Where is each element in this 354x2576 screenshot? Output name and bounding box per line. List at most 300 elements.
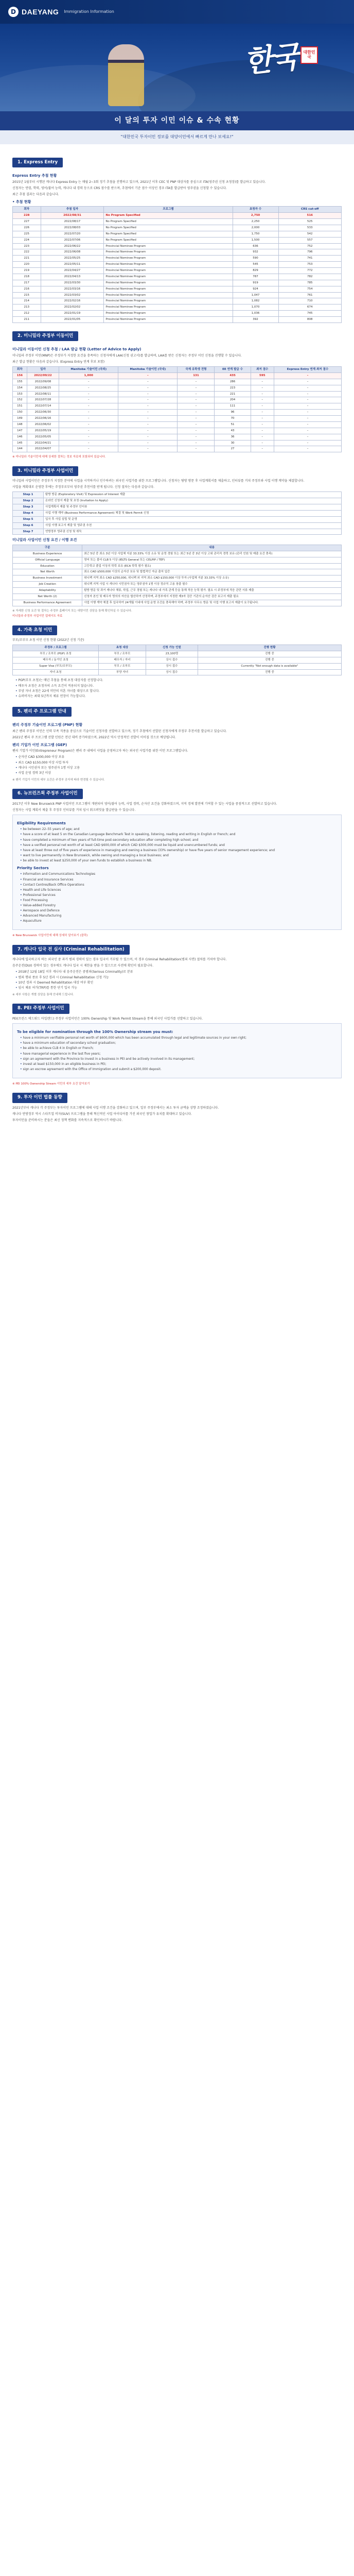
table-header-cell: 초청 대상 (99, 645, 146, 651)
table-cell: – (274, 379, 341, 385)
table-cell: 부모 / 조부모 (99, 663, 146, 669)
table-cell: Job Creation (13, 582, 82, 588)
table-cell: Provincial Nominee Program (104, 256, 233, 262)
list-item: • want to live permanently in New Brunswick, while owning and managing a local business; and (20, 854, 337, 858)
section-note: ※ 펜리 기업가 이민의 세부 요건은 주정부 공지에 따라 변경될 수 있습니다. (12, 778, 105, 782)
table-cell: 590 (233, 256, 278, 262)
table-row (13, 575, 342, 582)
section-subtitle: 미니밀라 사업이민 신청 요건 / 이행 조건 (12, 538, 77, 543)
table-cell: 216 (13, 286, 41, 292)
table-header-cell: 내용 (82, 545, 342, 551)
section-note: ※ 세부 사항은 개별 상담을 통해 안내해 드립니다. (12, 993, 74, 996)
table-cell: Net Worth (2) (13, 594, 82, 600)
table-cell: – (118, 379, 178, 385)
table-cell: Provincial Nominee Program (104, 243, 233, 249)
table-cell: – (251, 428, 274, 434)
pei-eligibility-box (12, 1023, 342, 1078)
table-header-cell: Manitoba 기술이민 (국외) (59, 367, 118, 373)
table-cell: 525 (278, 219, 341, 225)
paragraph: 신청자는 연령, 학력, 영어/불어 능력, 캐나다 내 경력 등으로 CRS 점수를 받으며, 추첨에서 기준 점수 이상인 경우 ITA를 발급받아 영주권을 신청할 수 있습니다. (12, 186, 227, 190)
table-cell: – (178, 410, 215, 416)
table-cell: 1,070 (233, 304, 278, 311)
table-cell: 23,100명 (146, 651, 198, 657)
table-cell: 96 (215, 410, 251, 416)
logo-sub: Immigration Information (64, 9, 114, 14)
table-cell: 787 (233, 274, 278, 280)
newsletter-title: 이 달의 투자 이민 이슈 & 수속 현황 (0, 111, 354, 130)
table-cell: 221 (215, 391, 251, 397)
list-item: • have a score of at least 5 on the Canadian Language Benchmark Test in speaking, listening, reading and writing in English or French; and (20, 833, 337, 837)
table-cell: 2022/03/30 (41, 280, 104, 286)
table-cell: 516 (278, 213, 341, 219)
table-cell: 진행 중 (198, 669, 341, 675)
list-item: • 2018년 12월 18일 이후 캐나다 내 음주운전은 중범죄(Serious Criminality)로 분류 (15, 970, 342, 974)
logo-text: DAEYANG (22, 7, 59, 16)
table-header-row (13, 645, 342, 651)
table-header-cell: 신청 가능 인원 (146, 645, 198, 651)
table-header-cell: 일자 (27, 367, 59, 373)
table-cell: 연방정부 영주권 신청 및 취득 (44, 529, 342, 535)
table-cell: 147 (13, 428, 27, 434)
table-cell: 2,000 (233, 225, 278, 231)
table-cell: 829 (233, 268, 278, 274)
table-cell: 위니펙 지역 최소 CAD $250,000, 위니펙 외 지역 최소 CAD $150,000 이상 투자 (사업체 지분 33.33% 이상 소유) (82, 575, 342, 582)
table-row (13, 391, 342, 397)
table-cell: – (178, 421, 215, 428)
table-row (13, 651, 342, 657)
list-item: • Advanced Manufacturing (20, 914, 337, 918)
table-cell: 219 (13, 268, 41, 274)
list-item: • 캐나다 시민권자 또는 영주권자 1명 이상 고용 (15, 766, 342, 770)
table-cell: Education (13, 563, 82, 569)
table-cell: – (274, 416, 341, 422)
table-header-cell: 국제 유학생 전형 (178, 367, 215, 373)
table-cell: Super Visa (부모/조부모) (13, 663, 99, 669)
table-header-cell: Manitoba 기술이민 (국내) (118, 367, 178, 373)
list-item: • Information and Communications Technologies (20, 872, 337, 876)
table-cell: No Program Specified (104, 213, 233, 219)
list-item: • be able to invest at least $250,000 of your own funds to establish a business in NB. (20, 859, 337, 863)
logo[interactable] (8, 7, 114, 17)
table-cell: – (118, 446, 178, 452)
list-item: • Aquaculture (20, 919, 337, 923)
table-cell: 227 (13, 219, 41, 225)
list-item: • be able to achieve CLB 4 in English or French; (20, 1046, 337, 1050)
table-cell: 2022/06/08 (41, 249, 104, 256)
table-cell: – (178, 397, 215, 403)
table-cell: 796 (278, 249, 341, 256)
table-cell: 919 (233, 280, 278, 286)
table-cell: – (59, 397, 118, 403)
table-cell: 533 (278, 225, 341, 231)
table-cell: Business Performance Agreement (13, 600, 82, 606)
table-cell: – (178, 416, 215, 422)
table-cell: 144 (13, 446, 27, 452)
table-cell: 2022/04/13 (41, 274, 104, 280)
table-cell: Step 5 (13, 516, 44, 522)
table-cell: 223 (13, 243, 41, 249)
table-cell: 156 (13, 372, 27, 379)
table-cell: 148 (13, 421, 27, 428)
paragraph: 2021년 펜리 주 프로그램 선발 인원은 전년 대비 증가하였으며, 2022년 역시 안정적인 선발이 이어질 것으로 예상됩니다. (12, 735, 176, 739)
table-cell: Provincial Nominee Program (104, 317, 233, 323)
table-header-cell: 초청자 수 (233, 207, 278, 213)
table-cell: – (274, 397, 341, 403)
table-cell: – (178, 446, 215, 452)
table-cell: 542 (278, 231, 341, 237)
paragraph: 사업을 계획대로 운영한 후에는 주정부로부터 영주권 추천서를 받게 됩니다. 신청 절차는 다음과 같습니다. (12, 485, 154, 489)
list-item: • sign an escrow agreement with the Office of Immigration and submit a $200,000 deposit. (20, 1067, 337, 1072)
table-cell: 761 (278, 292, 341, 298)
paragraph: 2017년 이후 New Brunswick PNP 사업이민 프로그램이 개편되어 영어/불어 능력, 사업 경력, 순자산 요건을 강화하였으며, 지역 경제 발전에 기여할 수 있는 사업을 중점적으로 선발하고 있습니다. (12, 802, 277, 806)
table-row (13, 397, 342, 403)
table-cell: – (118, 428, 178, 434)
table-cell: – (251, 385, 274, 391)
table-cell: 785 (278, 280, 341, 286)
table-cell: 배우자 / 자녀 (99, 657, 146, 663)
mnp-laa-table (12, 366, 342, 452)
table-cell: 사업 이행 계약 체결 후 입국하여 24개월 이내에 사업 운영 조건을 충족해야 하며, 주정부 사무소 방문 및 사업 이행 보고서 제출이 요구됩니다. (82, 600, 342, 606)
table-cell: – (274, 434, 341, 440)
table-row (13, 243, 342, 249)
table-cell: 150 (13, 410, 27, 416)
table-cell: 220 (13, 262, 41, 268)
table-cell: 2022/04/21 (27, 440, 59, 446)
table-cell: 153 (13, 391, 27, 397)
table-cell: – (118, 372, 178, 379)
table-header-cell: 최저 점수 (251, 367, 274, 373)
table-row (13, 249, 342, 256)
table-cell: – (118, 410, 178, 416)
list-item: • Professional Services (20, 893, 337, 897)
table-cell: Step 3 (13, 504, 44, 511)
table-cell: 674 (278, 304, 341, 311)
table-cell: 사업 이행 보고서 제출 및 영주권 추천 (44, 522, 342, 529)
table-cell: 2022/08/03 (41, 225, 104, 231)
logo-mark-icon: D (8, 7, 19, 17)
table-cell: 부모 / 조부모 (99, 651, 146, 657)
table-cell: 2022/06/02 (27, 421, 59, 428)
table-cell: 225 (13, 231, 41, 237)
table-row (13, 231, 342, 237)
table-header-cell: CRS cut-off (278, 207, 341, 213)
table-row (13, 504, 342, 511)
table-cell: 2022/01/05 (41, 317, 104, 323)
table-row (13, 311, 342, 317)
table-cell: 557 (278, 237, 341, 243)
paragraph: 최근 추첨 결과는 다음과 같습니다. (12, 192, 59, 196)
table-cell: 151 (13, 403, 27, 410)
table-cell: – (251, 434, 274, 440)
table-cell: – (118, 403, 178, 410)
table-cell: 2022/08/31 (41, 213, 104, 219)
pei-eligibility-list (20, 1036, 337, 1072)
table-cell: 2022/05/25 (41, 256, 104, 262)
table-cell: Adaptability (13, 588, 82, 594)
table-header-cell: 추첨 일자 (41, 207, 104, 213)
table-cell: – (178, 428, 215, 434)
table-cell: Provincial Nominee Program (104, 298, 233, 304)
table-cell: 상시 접수 (146, 657, 198, 663)
table-cell: 2022/02/16 (41, 298, 104, 304)
table-cell: 2022/08/17 (41, 219, 104, 225)
table-row (13, 569, 342, 575)
table-cell: 2022/05/19 (27, 428, 59, 434)
table-cell: – (274, 410, 341, 416)
table-cell: 222 (13, 249, 41, 256)
table-cell: Provincial Nominee Program (104, 304, 233, 311)
section-title-family: 4. 가족 초청 이민 (12, 625, 57, 635)
table-cell: – (251, 391, 274, 397)
table-cell: 1,082 (233, 298, 278, 304)
eligibility-box (12, 815, 342, 930)
table-cell: – (118, 421, 178, 428)
table-cell: – (274, 446, 341, 452)
table-cell: 211 (13, 317, 41, 323)
table-cell: – (59, 440, 118, 446)
table-cell: Provincial Nominee Program (104, 274, 233, 280)
table-cell: No Program Specified (104, 237, 233, 243)
nb-detail-link[interactable]: ※ New Brunswick 사업이민에 대해 상세히 알아보기 (클릭) (12, 934, 88, 938)
paragraph: PEI(프린스 에드워드 아일랜드) 주정부 사업이민은 100% Ownership 및 Work Permit Stream을 통해 외국인 사업가를 선발하고 있습니다. (12, 1016, 203, 1021)
list-item: • have managerial experience in the last five years; (20, 1052, 337, 1056)
table-cell: – (274, 385, 341, 391)
table-cell: – (59, 416, 118, 422)
table-cell: 2022/02/02 (41, 304, 104, 311)
table-cell: Provincial Nominee Program (104, 262, 233, 268)
section-title-rehabilitation: 7. 캐나다 입국 전 심사 (Criminal Rehabilitation) (12, 945, 130, 955)
table-cell: – (118, 391, 178, 397)
table-cell: 탐방 방문 (Exploratory Visit) 및 Expression of Interest 제출 (44, 492, 342, 498)
table-header-cell: 회차 (13, 207, 41, 213)
table-cell: 435 (215, 372, 251, 379)
list-item: • 배우자 초청은 초청자의 소득 요건이 적용되지 않습니다. (15, 684, 342, 688)
table-cell: 2022/08/25 (27, 385, 59, 391)
section-title-mnp-skilled: 2. 미니밀라 주정부 이동이민 (12, 331, 78, 341)
family-sponsorship-table (12, 645, 342, 675)
list-item: • 최소 CAD $150,000 이상 사업 투자 (15, 761, 342, 765)
table-cell: – (59, 410, 118, 416)
table-cell: 741 (278, 256, 341, 262)
table-label: • 추첨 현황 (12, 199, 31, 204)
table-cell: 27 (215, 446, 251, 452)
table-cell: 772 (278, 268, 341, 274)
table-cell: Provincial Nominee Program (104, 286, 233, 292)
table-cell: 43 (215, 428, 251, 434)
list-item: • have a minimum education of secondary school graduation; (20, 1041, 337, 1045)
table-row (13, 262, 342, 268)
table-cell: Provincial Nominee Program (104, 292, 233, 298)
table-cell: 212 (13, 311, 41, 317)
list-item: • have at least three out of five years of experience in managing and owning a business (33% ownership) or have five years of senior management experience; and (20, 849, 337, 853)
content (0, 144, 354, 1123)
table-cell: Step 4 (13, 510, 44, 516)
table-row (13, 669, 342, 675)
update-link[interactable]: 미니밀라 주정부 사업이민 업데이트 자료 (12, 615, 63, 618)
table-cell: 808 (278, 317, 341, 323)
paragraph: 음주운전(DUI) 경력이 있는 경우에도 캐나다 입국 시 제한을 받을 수 있으므로 사전에 확인이 필요합니다. (12, 964, 154, 968)
table-row (13, 657, 342, 663)
table-row (13, 663, 342, 669)
table-cell: 진행 중 (198, 657, 341, 663)
table-cell: 2022/07/14 (27, 403, 59, 410)
table-cell: 286 (215, 379, 251, 385)
table-cell: – (251, 379, 274, 385)
table-row (13, 557, 342, 563)
table-cell: – (59, 379, 118, 385)
table-cell: 223 (215, 385, 251, 391)
table-cell: – (251, 416, 274, 422)
paragraph: 투자이민을 준비하시는 분들은 최신 정책 변화를 지속적으로 확인하시기 바랍니다. (12, 1118, 123, 1122)
table-cell: 2022/03/16 (41, 286, 104, 292)
table-header-cell: 주정부 / 프로그램 (13, 645, 99, 651)
table-cell: 2022/01/19 (41, 311, 104, 317)
table-row (13, 600, 342, 606)
list-item: • Aerospace and Defence (20, 909, 337, 913)
table-cell: 배우자 / 동거인 초청 (13, 657, 99, 663)
table-row (13, 317, 342, 323)
eligibility-list (20, 827, 337, 863)
table-cell: Step 2 (13, 498, 44, 504)
eligibility-title: Eligibility Requirements (17, 821, 66, 825)
table-cell: Step 1 (13, 492, 44, 498)
table-cell: – (59, 428, 118, 434)
table-cell: Currently "Not enough data is available" (198, 663, 341, 669)
list-item: • Value-added Forestry (20, 904, 337, 908)
table-row (13, 292, 342, 298)
table-cell: 2022/06/30 (27, 410, 59, 416)
table-cell: 고등학교 졸업 이상의 학력 보유 (ECA 학력 평가 필요) (82, 563, 342, 569)
table-cell: 입국 후 사업 설립 및 운영 (44, 516, 342, 522)
table-cell: 782 (278, 274, 341, 280)
table-cell: 1,500 (233, 237, 278, 243)
table-cell: 215 (13, 292, 41, 298)
paragraph: 신청자는 사업 계획서 제출 후 주정부 인터뷰를 거쳐 임시 워크퍼밋을 발급받을 수 있습니다. (12, 808, 136, 812)
hero-seal-stamp: 대한민국 (300, 46, 318, 64)
table-cell: 영어 또는 불어 CLB 5 이상 (IELTS General 또는 CELPIP / TEF) (82, 557, 342, 563)
hero-figure-illustration (108, 44, 144, 106)
table-header-row (13, 545, 342, 551)
table-row (13, 286, 342, 292)
table-row (13, 428, 342, 434)
table-cell: 753 (278, 262, 341, 268)
table-cell: – (274, 440, 341, 446)
table-row (13, 304, 342, 311)
table-cell: 최근 5년 중 최소 3년 이상 사업체 지분 33.33% 이상 소유 및 운영 경험 또는 최근 5년 중 3년 이상 고위 관리직 경력 보유 (관리 인원 및 매출 요건 충족) (82, 551, 342, 557)
paragraph: 2021년부터 캐나다 각 주정부는 투자이민 프로그램에 대해 사업 이행 조건을 강화하고 있으며, 일부 주정부에서는 최소 투자 금액을 상향 조정하였습니다. (12, 1106, 219, 1110)
table-cell: 2,750 (233, 213, 278, 219)
table-cell: 155 (13, 379, 27, 385)
table-cell: 1,000 (59, 372, 118, 379)
family-bullet-list (15, 679, 342, 698)
table-row (13, 403, 342, 410)
list-item: • 슈퍼비자는 최대 5년까지 체류 연장이 가능합니다. (15, 694, 342, 699)
table-cell: 392 (233, 317, 278, 323)
table-cell: 2022/04/27 (41, 268, 104, 274)
section-note: ※ 미니밀라 기술이민에 대해 상세한 절차는 정보 자료에 포함되어 있습니다. (12, 455, 106, 459)
table-row (13, 421, 342, 428)
list-item: • Health and Life Sciences (20, 888, 337, 892)
newsletter-intro: "대한민국 투자이민 정보를 대양이민에서 빠르게 만나 보세요!" (0, 130, 354, 144)
table-row (13, 440, 342, 446)
table-cell: – (274, 403, 341, 410)
table-cell: 70 (215, 416, 251, 422)
table-cell: 1,036 (233, 311, 278, 317)
table-cell: – (118, 416, 178, 422)
table-cell: 149 (13, 416, 27, 422)
table-row (13, 582, 342, 588)
table-cell: – (118, 440, 178, 446)
table-row (13, 434, 342, 440)
table-cell: 217 (13, 280, 41, 286)
list-item: • 부양 자녀 초청은 22세 미만의 미혼 자녀를 대상으로 합니다. (15, 689, 342, 693)
table-cell: 218 (13, 274, 41, 280)
table-row (13, 492, 342, 498)
list-item: • sign an agreement with the Province to invest in a business in PEI and be actively involved in its management; (20, 1057, 337, 1061)
table-cell: – (251, 410, 274, 416)
list-item: • 순자산 CAD $300,000 이상 보유 (15, 755, 342, 759)
table-cell: 진행 중 (198, 651, 341, 657)
section-title-program: 5. 펜리 주 프로그램 안내 (12, 707, 72, 717)
list-item: • have completed a minimum of two years of full-time post-secondary education after completing high school; and (20, 838, 337, 842)
table-row (13, 385, 342, 391)
table-cell: 214 (13, 298, 41, 304)
table-row (13, 446, 342, 452)
section-title-express-entry: 1. Express Entry (12, 158, 63, 167)
table-row (13, 298, 342, 304)
table-header-cell: Express Entry 연계 최저 점수 (274, 367, 341, 373)
table-cell: 595 (251, 372, 274, 379)
paragraph: 펜리 기업가 이민(Entrepreneur Program)은 펜리 주 내에서 사업을 운영하고자 하는 외국인 사업가를 위한 이민 프로그램입니다. (12, 749, 188, 753)
table-cell: Business Investment (13, 575, 82, 582)
table-cell: 2022/07/06 (41, 237, 104, 243)
table-cell: 2022/09/08 (27, 379, 59, 385)
table-cell: 2022/08/11 (27, 391, 59, 397)
business-requirements-table (12, 545, 342, 606)
table-cell: 228 (13, 213, 41, 219)
paragraph: 캐나다 연방정부 역시 스타트업 비자(SUV) 프로그램을 통해 혁신적인 사업 아이디어를 가진 외국인 창업가 유치를 확대하고 있습니다. (12, 1112, 192, 1116)
table-cell: 부모 / 조부모 (PGP) 초청 (13, 651, 99, 657)
list-item: • 임시 체류 허가(TRP)를 통한 단기 입국 가능 (15, 986, 342, 990)
list-item: • 범죄 행위 종료 후 5년 경과 시 Criminal Rehabilitation 신청 가능 (15, 976, 342, 980)
table-cell: 51 (215, 421, 251, 428)
table-row (13, 225, 342, 231)
table-cell: 2022/06/16 (27, 416, 59, 422)
table-row (13, 379, 342, 385)
table-cell: 1,047 (233, 292, 278, 298)
priority-title: Priority Sectors (17, 866, 49, 870)
pei-detail-link[interactable]: ※ PEI 100% Ownership Stream 이민의 세부 요건 알아보기 (12, 1082, 90, 1086)
table-cell: – (118, 397, 178, 403)
table-cell: 탐방 방문 및 과거 캐나다 체류, 학업, 근무 경험 또는 캐나다 내 가족 관계 등을 통해 적응 능력 평가. 필요 시 주정부에 적응 관련 서류 제출 (82, 588, 342, 594)
table-row (13, 372, 342, 379)
table-row (13, 522, 342, 529)
list-item: • have a verified personal net worth of at least CAD $600,000 of which CAD $300,000 must be liquid and unencumbered funds; and (20, 843, 337, 848)
table-row (13, 588, 342, 594)
table-row (13, 219, 342, 225)
list-item: • PGP(부모 초청)는 매년 추첨을 통해 초청 대상자를 선정합니다. (15, 679, 342, 683)
paragraph: 캐나다에 입국하고자 하는 외국인 중 과거 범죄 경력이 있는 경우 입국이 거부될 수 있으며, 이 경우 Criminal Rehabilitation(범죄 사면) 절차를 거쳐야 합니다. (12, 958, 227, 962)
table-row (13, 256, 342, 262)
list-item: • Financial and Insurance Services (20, 878, 337, 882)
table-cell: 152 (13, 397, 27, 403)
eligibility-title: To be eligible for nomination through the 100% Ownership stream you must: (17, 1029, 173, 1034)
table-cell: 사업 이행 계약 (Business Performance Agreement) 체결 및 Work Permit 신청 (44, 510, 342, 516)
section-note: ※ 자세한 신청 요건 및 절차는 주정부 홈페이지 또는 대양이민 상담을 통해 확인하실 수 있습니다. (12, 609, 132, 613)
table-cell: 226 (13, 225, 41, 231)
table-cell: Provincial Nominee Program (104, 311, 233, 317)
table-cell: 자녀 초청 (13, 669, 99, 675)
